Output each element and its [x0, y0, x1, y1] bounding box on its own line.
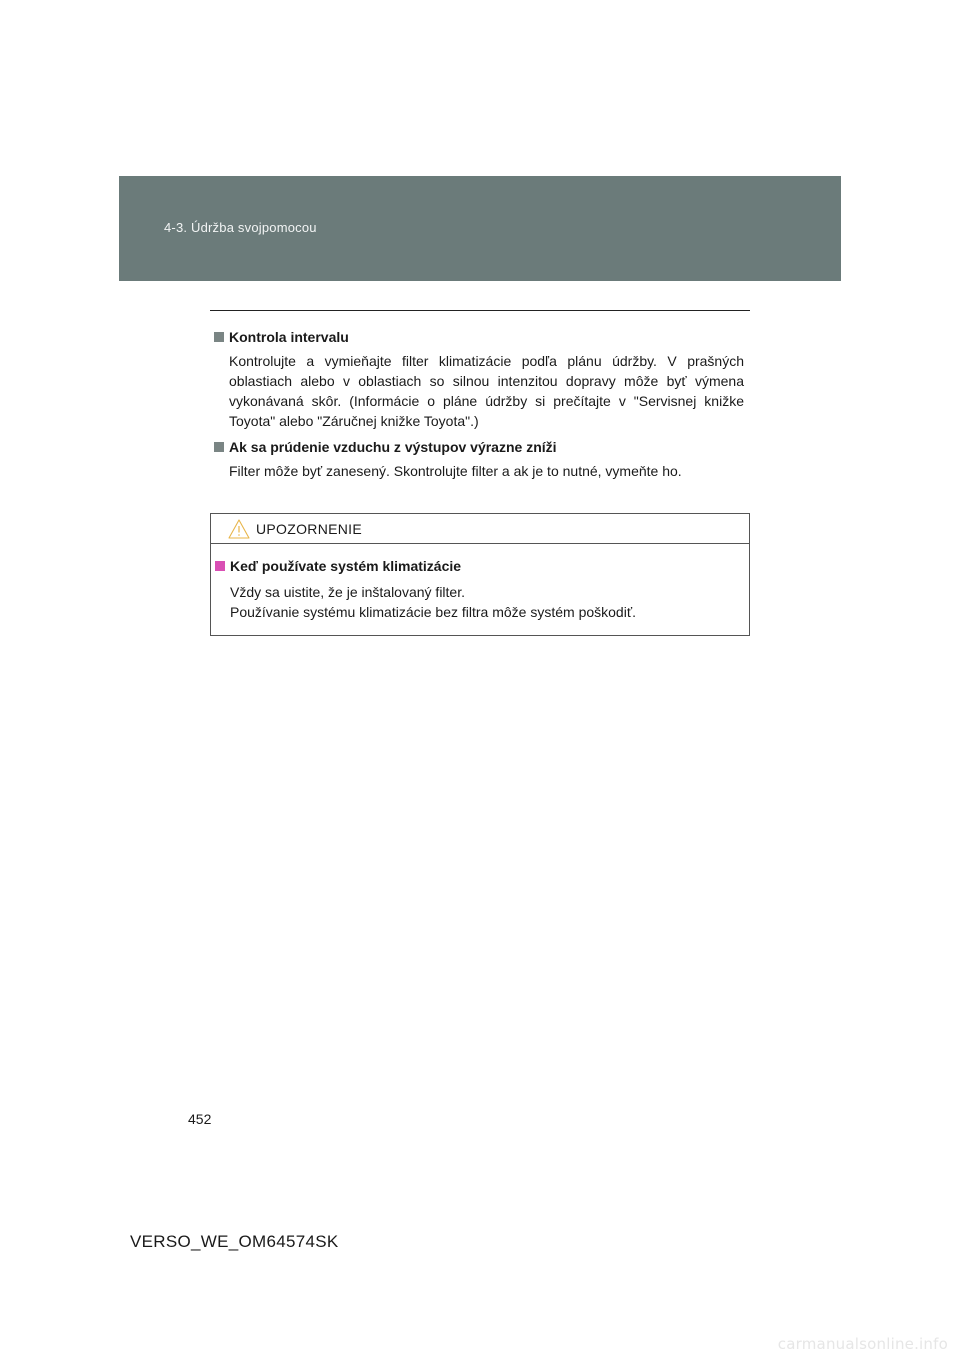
warning-header: [211, 514, 749, 544]
watermark: carmanualsonline.info: [777, 1335, 948, 1353]
warning-line: Vždy sa uistite, že je inštalovaný filter.: [230, 584, 465, 600]
document-code: VERSO_WE_OM64574SK: [130, 1232, 339, 1251]
section-heading-text: Ak sa prúdenie vzduchu z výstupov výrazne zníži: [229, 439, 557, 455]
square-bullet-icon: [215, 561, 225, 571]
warning-title: UPOZORNENIE: [256, 521, 362, 537]
section-interval: [214, 327, 744, 431]
top-divider: [210, 310, 750, 311]
warning-triangle-icon: [228, 519, 250, 539]
section-heading: [214, 327, 744, 347]
warning-text: [230, 582, 749, 622]
warning-body: [211, 544, 749, 622]
main-content: [214, 327, 744, 481]
section-title: 4-3. Údržba svojpomocou: [164, 220, 317, 235]
warning-line: Používanie systému klimatizácie bez filtra môže systém poškodiť.: [230, 604, 636, 620]
warning-heading-text: Keď používate systém klimatizácie: [230, 558, 462, 574]
section-heading: [214, 437, 744, 457]
square-bullet-icon: [214, 332, 224, 342]
warning-heading: [215, 556, 749, 576]
section-paragraph: Kontrolujte a vymieňajte filter klimatizácie podľa plánu údržby. V prašných oblastiach alebo v oblastiach so silnou intenzitou dopravy môže byť výmena vykonávaná skôr. (Informácie o pláne údržby si prečítajte v "Servisnej knižke Toyota" alebo "Záručnej knižke Toyota".): [229, 353, 744, 429]
warning-box: [210, 513, 750, 636]
section-paragraph: Filter môže byť zanesený. Skontrolujte filter a ak je to nutné, vymeňte ho.: [229, 463, 682, 479]
section-airflow: [214, 437, 744, 481]
square-bullet-icon: [214, 442, 224, 452]
page-number: 452: [188, 1111, 212, 1127]
section-heading-text: Kontrola intervalu: [229, 329, 349, 345]
header-band: [119, 176, 841, 281]
